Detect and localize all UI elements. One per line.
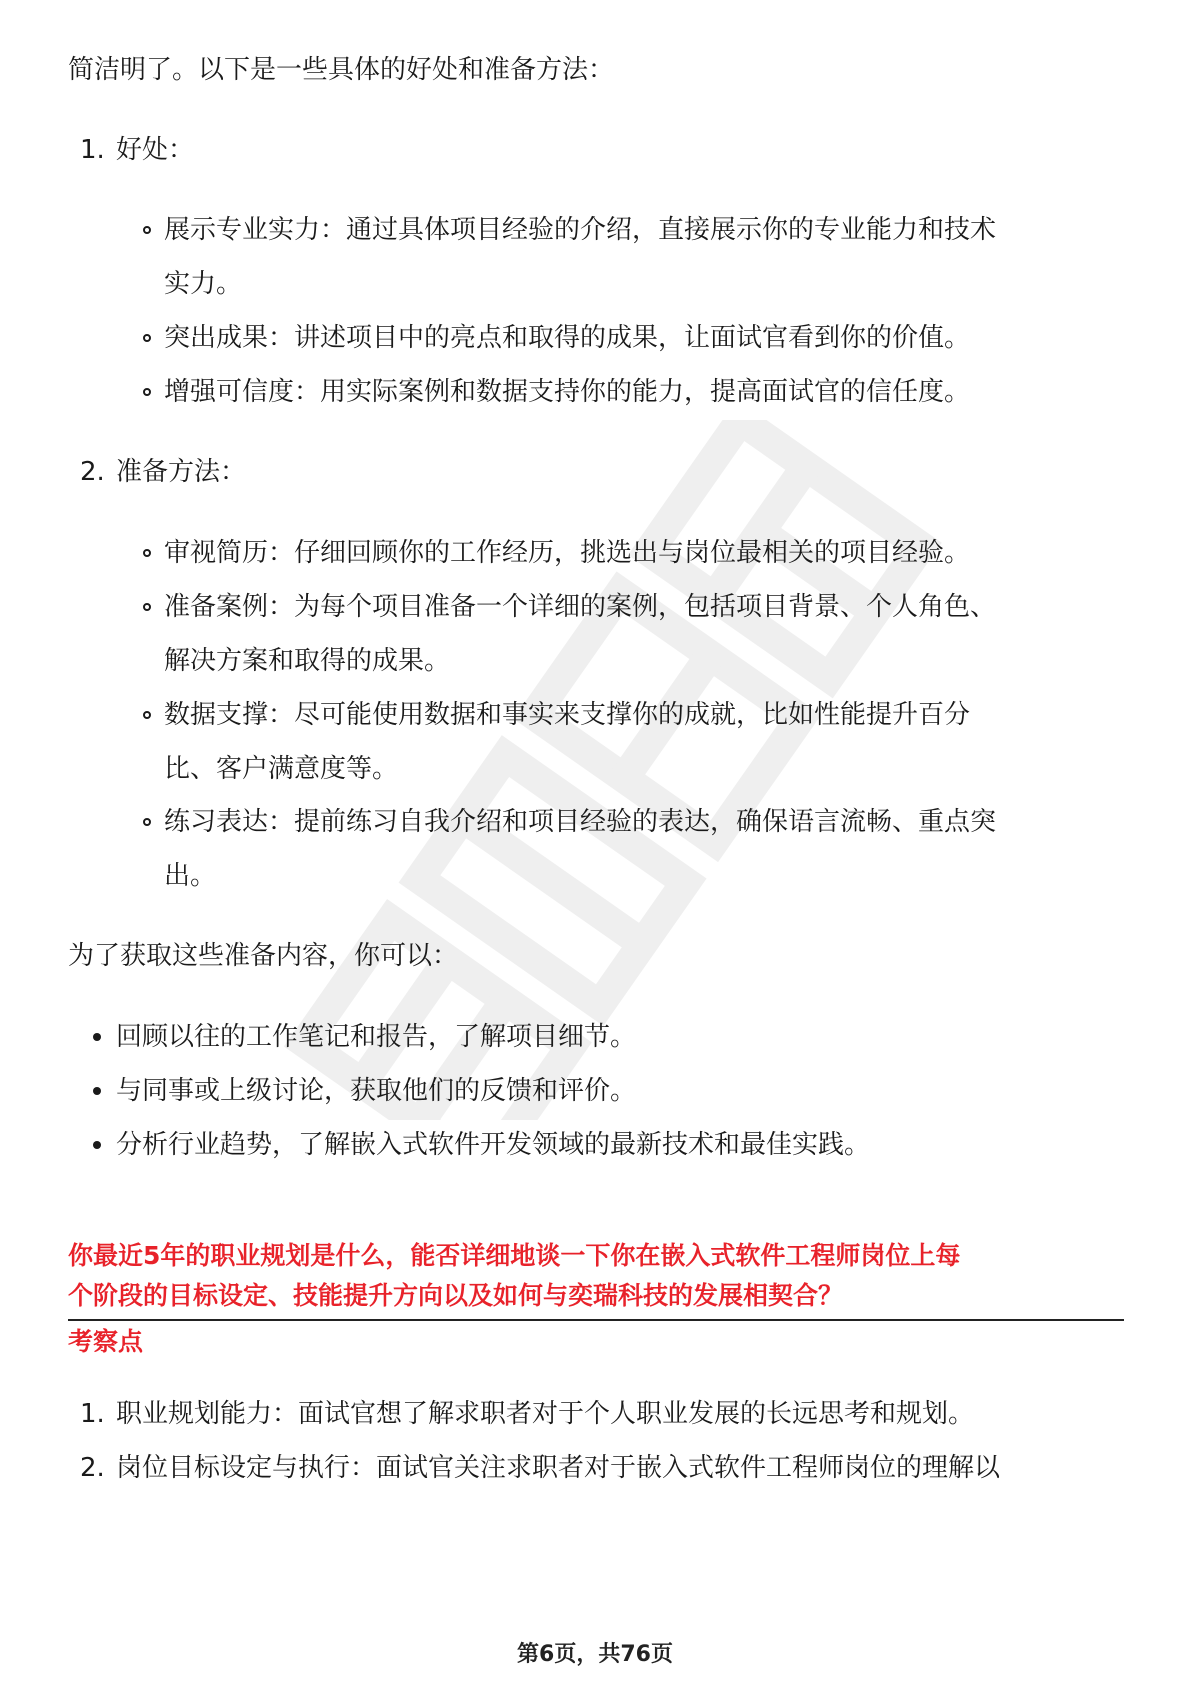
question-line-2: 个阶段的目标设定、技能提升方向以及如何与奕瑞科技的发展相契合？	[68, 1281, 844, 1310]
prep-intro: 为了获取这些准备内容，你可以：	[68, 941, 459, 971]
list-item: 练习表达：提前练习自我介绍和项目经验的表达，确保语言流畅、重点突	[164, 807, 997, 837]
page-footer: 第6页，共76页	[517, 1642, 673, 1667]
list-item-continuation: 实力。	[164, 269, 243, 299]
section1-number: 1.	[80, 135, 105, 165]
question-line-1: 你最近5年的职业规划是什么，能否详细地谈一下你在嵌入式软件工程师岗位上每	[68, 1241, 961, 1270]
intro-line: 简洁明了。以下是一些具体的好处和准备方法：	[68, 55, 615, 85]
kaochadian-heading: 考察点	[68, 1327, 144, 1356]
bullet-icon	[93, 1087, 101, 1095]
bullet-icon	[143, 603, 151, 611]
list-item: 展示专业实力：通过具体项目经验的介绍，直接展示你的专业能力和技术	[164, 215, 997, 245]
list-item: 数据支撑：尽可能使用数据和事实来支撑你的成就，比如性能提升百分	[164, 700, 971, 730]
section2-title: 准备方法：	[116, 457, 247, 487]
list-item: 分析行业趋势，了解嵌入式软件开发领域的最新技术和最佳实践。	[116, 1130, 871, 1160]
list-item: 与同事或上级讨论，获取他们的反馈和评价。	[116, 1076, 637, 1106]
bullet-icon	[93, 1033, 101, 1041]
list-item-continuation: 出。	[164, 861, 217, 891]
list-item: 回顾以往的工作笔记和报告，了解项目细节。	[116, 1022, 637, 1052]
bullet-icon	[93, 1141, 101, 1149]
section-divider	[68, 1319, 1124, 1321]
point-number: 2.	[80, 1453, 105, 1483]
point-number: 1.	[80, 1399, 105, 1429]
section1-title: 好处：	[116, 135, 195, 165]
list-item: 准备案例：为每个项目准备一个详细的案例，包括项目背景、个人角色、	[164, 592, 997, 622]
bullet-icon	[143, 388, 151, 396]
list-item-continuation: 解决方案和取得的成果。	[164, 646, 451, 676]
section2-number: 2.	[80, 457, 105, 487]
list-item: 突出成果：讲述项目中的亮点和取得的成果，让面试官看到你的价值。	[164, 323, 971, 353]
bullet-icon	[143, 711, 151, 719]
bullet-icon	[143, 226, 151, 234]
bullet-icon	[143, 549, 151, 557]
list-item: 审视简历：仔细回顾你的工作经历，挑选出与岗位最相关的项目经验。	[164, 538, 971, 568]
list-item: 增强可信度：用实际案例和数据支持你的能力，提高面试官的信任度。	[164, 377, 971, 407]
point-text: 岗位目标设定与执行：面试官关注求职者对于嵌入式软件工程师岗位的理解以	[116, 1453, 1001, 1483]
bullet-icon	[143, 818, 151, 826]
list-item-continuation: 比、客户满意度等。	[164, 754, 399, 784]
point-text: 职业规划能力：面试官想了解求职者对于个人职业发展的长远思考和规划。	[116, 1399, 975, 1429]
bullet-icon	[143, 334, 151, 342]
